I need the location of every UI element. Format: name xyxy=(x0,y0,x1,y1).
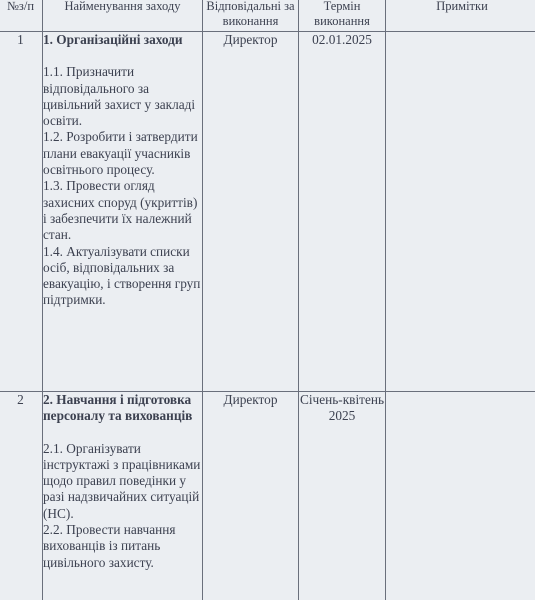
row-number: 1 xyxy=(0,32,43,392)
event-item: 1.3. Провести огляд захисних споруд (укриттів) і забезпечити їх належний стан. xyxy=(43,178,198,243)
row-number: 2 xyxy=(0,392,43,600)
event-item: 2.1. Організувати інструктажі з працівниками щодо правил поведінки у разі надзвичайних ситуацій (НС). xyxy=(43,440,201,521)
table-row xyxy=(0,392,535,600)
responsible-cell: Директор xyxy=(203,392,299,600)
term-cell: Січень-квітень 2025 xyxy=(299,392,386,600)
event-cell xyxy=(43,392,203,600)
event-title: 1. Організаційні заходи xyxy=(43,32,183,47)
event-item: 2.2. Провести навчання вихованців із питань цивільного захисту. xyxy=(43,522,176,570)
header-number: №з/п xyxy=(0,0,43,32)
event-item: 1.2. Розробити і затвердити плани евакуації учасників освітнього процесу. xyxy=(43,129,198,178)
event-title: 2. Навчання і підготовка персоналу та вихованців xyxy=(43,392,193,424)
header-responsible: Відповідальні за виконання xyxy=(203,0,299,32)
header-term: Термін виконання xyxy=(299,0,386,32)
table-row xyxy=(0,32,535,392)
notes-cell xyxy=(386,392,535,600)
header-notes: Примітки xyxy=(386,0,535,32)
term-cell: 02.01.2025 xyxy=(299,32,386,392)
event-item: 1.4. Актуалізувати списки осіб, відповідальних за евакуацію, і створення груп підтримки. xyxy=(43,243,201,308)
notes-cell xyxy=(386,32,535,392)
event-item: 1.1. Призначити відповідального за цивільний захист у закладі освіти. xyxy=(43,64,196,129)
table-header-row xyxy=(0,0,535,32)
event-cell xyxy=(43,32,203,392)
event-items xyxy=(43,64,202,308)
event-items xyxy=(43,441,202,571)
responsible-cell: Директор xyxy=(203,32,299,392)
header-event-name: Найменування заходу xyxy=(43,0,203,32)
